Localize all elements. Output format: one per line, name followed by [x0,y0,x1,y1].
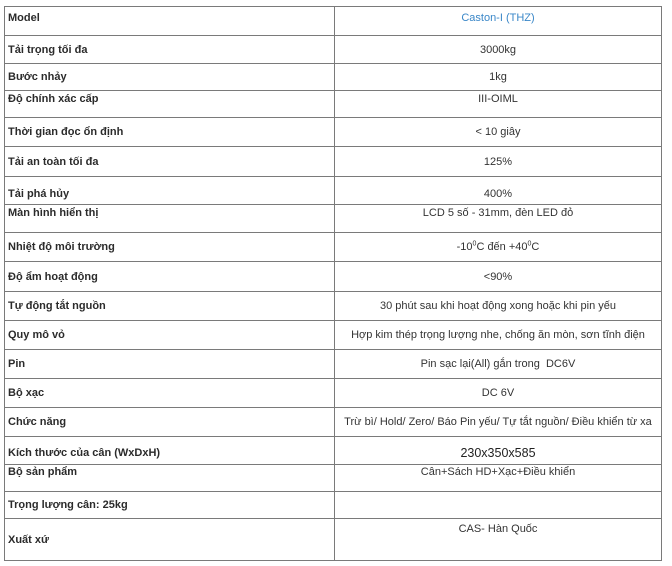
degree-sup: 0 [527,240,532,248]
table-row [5,205,662,233]
spec-label-display: Màn hình hiển thị [5,205,335,233]
table-row [5,118,662,147]
spec-value-dimensions: 230x350x585 [335,437,662,465]
spec-value-origin: CAS- Hàn Quốc [335,519,662,561]
table-row [5,408,662,437]
table-row [5,177,662,205]
degree-sup: 0 [472,240,477,248]
spec-table [4,6,662,561]
spec-value-safe-load: 125% [335,147,662,177]
table-row [5,7,662,36]
spec-label-temperature: Nhiệt độ môi trường [5,233,335,262]
spec-value-functions: Trừ bì/ Hold/ Zero/ Báo Pin yếu/ Tự tắt nguồn/ Điều khiển từ xa [335,408,662,437]
table-row [5,147,662,177]
spec-label-break-load: Tải phá hủy [5,177,335,205]
spec-label-step: Bước nhảy [5,64,335,91]
spec-value-model: Caston-I (THZ) [335,7,662,36]
spec-value-temperature [335,233,662,262]
table-row [5,262,662,292]
table-row [5,437,662,465]
table-row [5,379,662,408]
table-row [5,519,662,561]
spec-value-weight [335,492,662,519]
temp-unit: C [531,241,540,253]
table-row [5,492,662,519]
spec-label-auto-off: Tự động tắt nguồn [5,292,335,321]
spec-label-battery: Pin [5,350,335,379]
spec-label-model: Model [5,7,335,36]
spec-label-origin: Xuất xứ [5,519,335,561]
spec-label-max-load: Tải trọng tối đa [5,36,335,64]
spec-label-weight: Trọng lượng cân: 25kg [5,492,335,519]
spec-value-housing: Hợp kim thép trọng lượng nhe, chống ăn mòn, sơn tĩnh điện [335,321,662,350]
spec-value-package: Cân+Sách HD+Xạc+Điều khiển [335,465,662,492]
spec-label-accuracy: Độ chính xác cấp [5,91,335,118]
spec-value-display: LCD 5 số - 31mm, đèn LED đỏ [335,205,662,233]
spec-label-housing: Quy mô vỏ [5,321,335,350]
table-row [5,321,662,350]
table-row [5,36,662,64]
table-row [5,350,662,379]
table-row [5,465,662,492]
table-row [5,233,662,262]
table-row [5,64,662,91]
table-row [5,91,662,118]
spec-value-max-load: 3000kg [335,36,662,64]
spec-value-step: 1kg [335,64,662,91]
temp-mid: C đến +40 [476,241,528,253]
spec-value-accuracy: III-OIML [335,91,662,118]
table-row [5,292,662,321]
spec-label-charger: Bộ xạc [5,379,335,408]
spec-label-functions: Chức năng [5,408,335,437]
spec-label-safe-load: Tải an toàn tối đa [5,147,335,177]
spec-value-break-load: 400% [335,177,662,205]
spec-label-humidity: Độ ẩm hoạt động [5,262,335,292]
spec-value-humidity: <90% [335,262,662,292]
spec-value-read-time: < 10 giây [335,118,662,147]
temp-min: -10 [456,241,473,253]
spec-value-battery: Pin sạc lại(All) gắn trong DC6V [335,350,662,379]
spec-label-read-time: Thời gian đọc ổn định [5,118,335,147]
spec-label-package: Bộ sản phẩm [5,465,335,492]
spec-value-charger: DC 6V [335,379,662,408]
spec-value-auto-off: 30 phút sau khi hoạt động xong hoặc khi pin yếu [335,292,662,321]
spec-label-dimensions: Kích thước của cân (WxDxH) [5,437,335,465]
